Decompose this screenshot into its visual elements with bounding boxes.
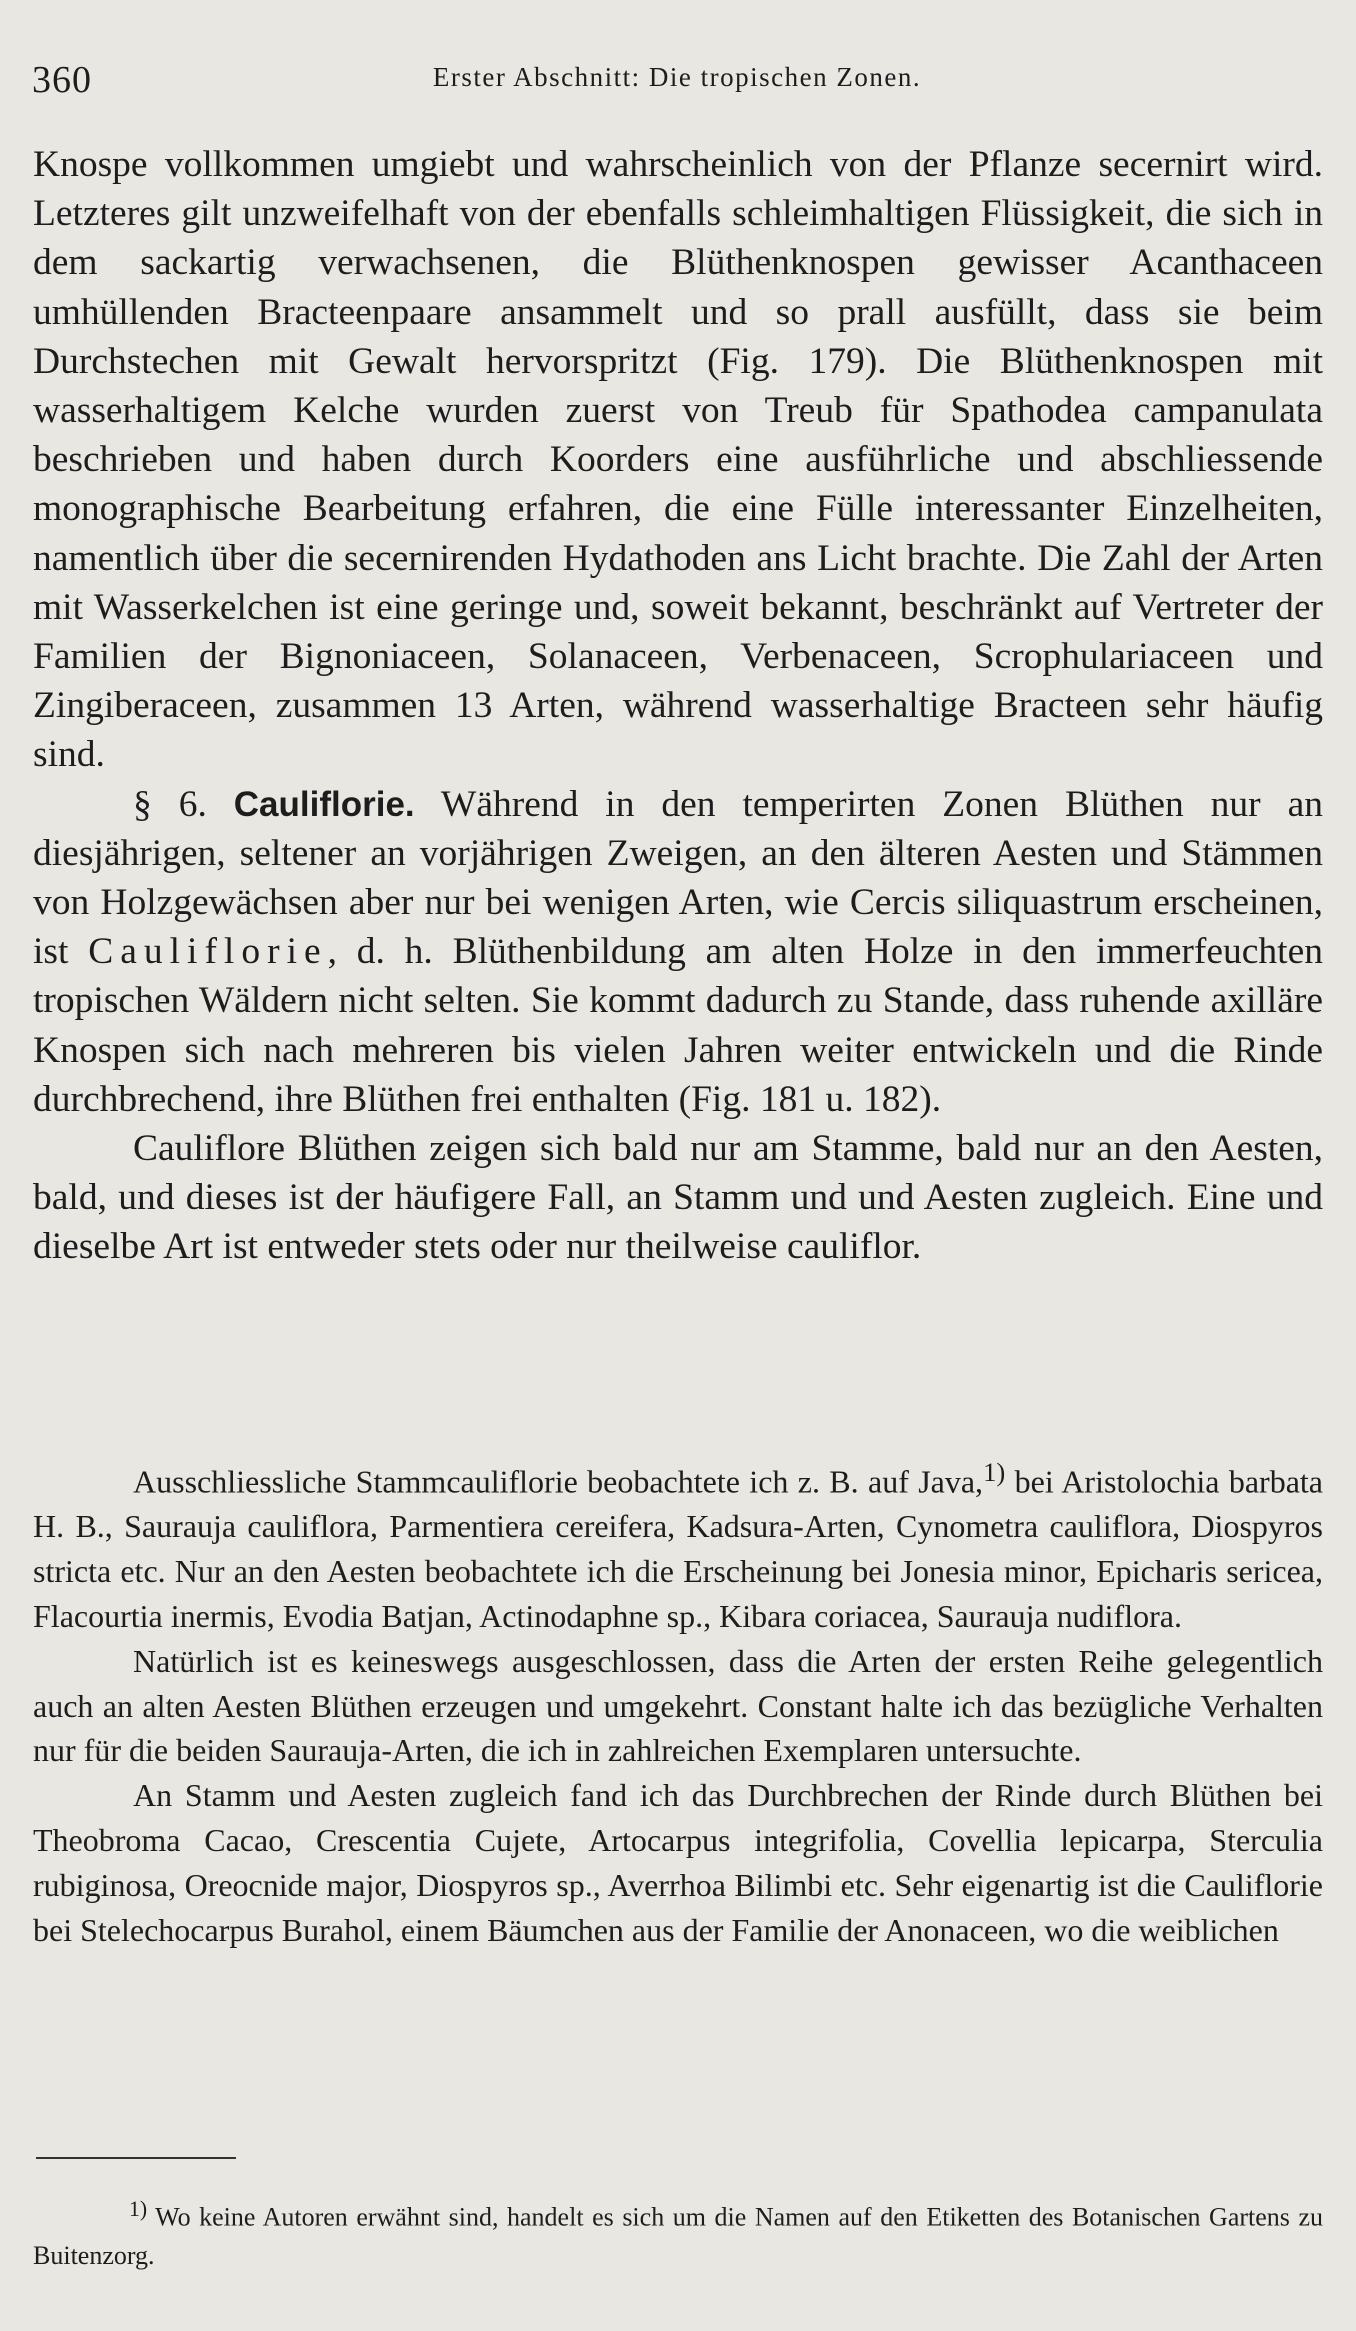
footnote-divider	[36, 2157, 236, 2159]
paragraph-1: Knospe vollkommen umgiebt und wahrscheinlich von der Pflanze secernirt wird. Letzteres gilt unzweifelhaft von der ebenfalls schleimhaltigen Flüssigkeit, die sich in dem sackartig verwachsenen, die Blüthenknospen gewisser Acanthaceen umhüllenden Bracteenpaare ansammelt und so prall ausfüllt, dass sie beim Durchstechen mit Gewalt hervorspritzt (Fig. 179). Die Blüthenknospen mit wasserhaltigem Kelche wurden zuerst von Treub für Spathodea campanulata beschrieben und haben durch Koorders eine ausführliche und abschliessende monographische Bearbeitung erfahren, die eine Fülle interessanter Einzelheiten, namentlich über die secernirenden Hydathoden ans Licht brachte. Die Zahl der Arten mit Wasserkelchen ist eine geringe und, soweit bekannt, beschränkt auf Vertreter der Familien der Bignoniaceen, Solanaceen, Verbenaceen, Scrophulariaceen und Zingiberaceen, zusammen 13 Arten, während wasserhaltige Bracteen sehr häufig sind.	[33, 144, 1323, 776]
page-header	[32, 58, 1322, 108]
paragraph-2	[33, 780, 1323, 1124]
paragraph-2-text-b: , d. h. Blüthenbildung am alten Holze in den immerfeuchten tropischen Wäldern nicht selten. Sie kommt dadurch zu Stande, dass ruhende axilläre Knospen sich nach mehreren bis vielen Jahren weiter entwickeln und die Rinde durchbrechend, ihre Blüthen frei enthalten (Fig. 181 u. 182).	[33, 931, 1323, 1120]
small-paragraph-1-b: bei Aristolochia barbata H. B., Saurauja cauliflora, Parmentiera cereifera, Kadsura-Arten, Cynometra cauliflora, Diospyros stricta etc. Nur an den Aesten beobachtete ich die Erscheinung bei Jonesia minor, Epicharis sericea, Flacourtia inermis, Evodia Batjan, Actinodaphne sp., Kibara coriacea, Saurauja nudiflora.	[33, 1463, 1324, 1635]
small-paragraph-2: Natürlich ist es keineswegs ausgeschlossen, dass die Arten der ersten Reihe gelegentlich auch an alten Aesten Blüthen erzeugen und umgekehrt. Constant halte ich das bezügliche Verhalten nur für die beiden Saurauja-Arten, die ich in zahlreichen Exemplaren untersuchte.	[33, 1642, 1323, 1769]
small-paragraph-3: An Stamm und Aesten zugleich fand ich das Durchbrechen der Rinde durch Blüthen bei Theobroma Cacao, Crescentia Cujete, Artocarpus integrifolia, Covellia lepicarpa, Sterculia rubiginosa, Oreocnide major, Diospyros sp., Averrhoa Bilimbi etc. Sehr eigenartig ist die Cauliflorie bei Stelechocarpus Burahol, einem Bäumchen aus der Familie der Anonaceen, wo die weiblichen	[33, 1777, 1323, 1948]
spaced-term: Cauliflorie	[88, 931, 328, 973]
main-text	[33, 140, 1323, 1272]
paragraph-2-text-a: Während in den temperirten Zonen Blüthen nur an diesjährigen, seltener an vorjährigen Zweigen, an den älteren Aesten und Stämmen von Holzgewächsen aber nur bei wenigen Arten, wie Cercis siliquastrum erscheinen, ist	[33, 783, 1324, 973]
running-title: Erster Abschnitt: Die tropischen Zonen.	[432, 62, 922, 92]
small-print-block	[33, 1450, 1323, 1952]
footnote-marker: 1)	[129, 2197, 148, 2221]
footnote	[33, 2190, 1323, 2275]
small-paragraph-1-a: Ausschliessliche Stammcauliflorie beobachtete ich z. B. auf Java,	[133, 1463, 984, 1500]
footnote-text: Wo keine Autoren erwähnt sind, handelt es sich um die Namen auf den Etiketten des Botanischen Gartens zu Buitenzorg.	[33, 2202, 1323, 2270]
page-number: 360	[32, 59, 92, 101]
paragraph-3: Cauliflore Blüthen zeigen sich bald nur am Stamme, bald nur an den Aesten, bald, und dieses ist der häufigere Fall, an Stamm und und Aesten zugleich. Eine und dieselbe Art ist entweder stets oder nur theilweise cauliflor.	[33, 1128, 1323, 1268]
footnote-reference: 1)	[983, 1457, 1006, 1487]
section-number: § 6.	[133, 783, 207, 825]
section-heading: Cauliflorie.	[233, 784, 415, 824]
small-paragraph-1	[33, 1450, 1323, 1639]
